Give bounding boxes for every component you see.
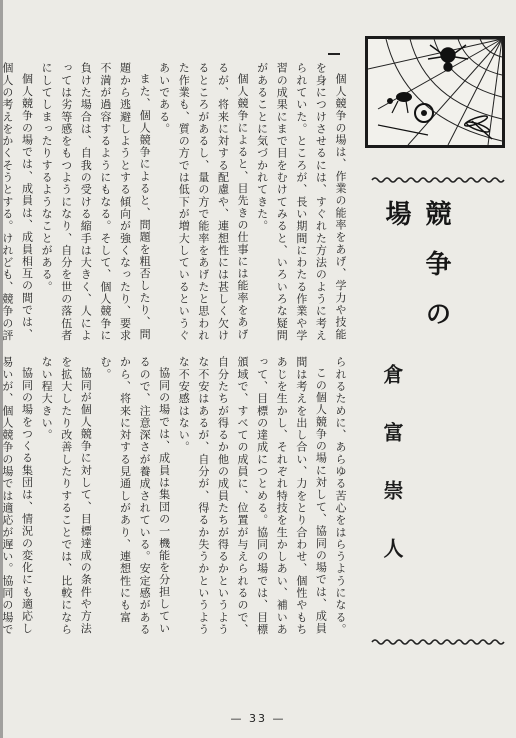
body-paragraph: 協同が個人競争に対して、目標達成の条件や方法を拡大したり改善したりすることでは、比較にならない程大きい。 xyxy=(40,356,93,636)
decorative-wave-rule xyxy=(372,638,504,646)
body-paragraph: また、個人競争によると、問題を粗否したり、問題から逃避しようとする傾向が強くなったり、要求不満が過容するようにもなる。そして、個人競争に負けた場合は、自我の受ける縮手は大きく、人によっては劣等感をもつようになり、自分を世の落伍者にしてしまったりするようなことがある。 xyxy=(40,62,152,342)
article-body-bottom xyxy=(0,356,350,646)
article-author: 倉富崇人 xyxy=(380,364,404,596)
decorative-wave-rule xyxy=(372,176,504,184)
body-paragraph: 個人競争によると、目先きの仕事には能率をあげるが、将来に対する配慮や、連想性には甚しく欠けるところがあるし、量の方で能率をあげたと思われた作業も、質の方では低下が増大しているというぐあいである。 xyxy=(157,62,250,342)
body-paragraph: この個人競争の場に対して、協同の場では、成員間は考えを出し合い、力をとり合わせ、個性やもちあじを生かし、それぞれ特技を生かしあい、補いあって、目標の達成につとめる。協同の場では、目標頒域で、すべての成員に、位置が与えられるので、自分たちが得るか他の成員たちが得るかというような不安はあるが、自分が、得るか失うかというような不安感はない。 xyxy=(177,356,328,636)
body-paragraph: られるために、あらゆる苦心をはらうようになる。 xyxy=(334,356,347,636)
body-paragraph: 協同の場をつくる集団は、情況の変化にも適応し易いが、個人競争の場では適応が遅い。協同の場で xyxy=(0,356,34,636)
spider-web-and-insects-icon xyxy=(368,39,502,145)
page-number: — 33 — xyxy=(230,712,286,725)
section-number xyxy=(324,48,344,60)
body-paragraph: 協同の場では、成員は集団の一機能を分担しているので、注意深さが養成されている。安定感があるから、将来に対する見通しがあり、連想性にも富む。 xyxy=(98,356,171,636)
spider-web-illustration xyxy=(365,36,505,148)
section-number-dash xyxy=(328,53,340,55)
article-title: 競争の場 xyxy=(381,200,451,350)
article-body-top xyxy=(0,62,350,352)
body-paragraph: 個人競争の場は、作業の能率をあげ、学力や技能を身につけさせるには、すぐれた方法のように考えられていた。ところが、長い期間にわたる作業や学習の成果にまで目をむけてみると、いろいろな疑問があることに気づかれてきた。 xyxy=(255,62,347,342)
body-paragraph: 個人競争の場では、成員は、成員相互の間では、個人の考えをかくそうとする。けれども、競争の評 xyxy=(0,62,34,342)
